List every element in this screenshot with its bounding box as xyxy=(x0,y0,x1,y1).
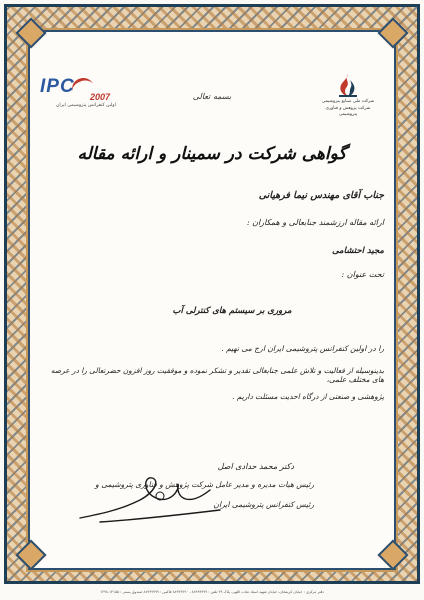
recipient-name: جناب آقای مهندس نیما فرهیانی xyxy=(258,190,384,201)
body-line-2: بدینوسیله از فعالیت و تلاش علمی جنابعالی تقدیر و تشکر نموده و موفقیت روز افزون حضرتعالی را در عرصه های مختلف علمی، xyxy=(50,366,384,384)
ipc-logo-caption: اولین کنفرانس پتروشیمی ایران xyxy=(56,103,116,108)
under-title-label: تحت عنوان : xyxy=(341,270,384,279)
company-caption-line2: شرکت پژوهش و فناوری پتروشیمی xyxy=(325,106,371,117)
ipc-logo-year: 2007 xyxy=(90,92,111,102)
received-from-line: ارائه مقاله ارزشمند جنابعالی و همکاران : xyxy=(246,218,384,227)
besmellah: بسمه تعالی xyxy=(192,92,232,101)
co-author-name: مجید احتشامی xyxy=(331,246,384,256)
signatory-name: دکتر محمد حدادی اصل xyxy=(217,462,294,471)
ipc-logo-mark: IPC xyxy=(40,76,75,97)
footer-address: دفتر مرکزی : خیابان کریمخان، خیابان شهید استاد نجات اللهی، پلاک ۲۹ تلفن : ۸۸۹۹۹۹۹۹ - ۸۸۹۹۹۹۹۰ فاکس : ۸۸۹۹۹۹۹۹ صندوق پستی : ۱۴۱۵۵-۱۴۹۸ xyxy=(100,590,324,594)
signatory-role-line2: رئیس کنفرانس پتروشیمی ایران xyxy=(213,500,314,509)
body-line-1: را در اولین کنفرانس پتروشیمی ایران ارج می نهیم . xyxy=(221,344,384,353)
paper-title: مروری بر سیستم های کنترلی آب xyxy=(172,306,292,316)
company-caption-line1: شرکت ملی صنایع پتروشیمی xyxy=(321,99,375,104)
body-line-3: پژوهشی و صنعتی از درگاه احدیت مسئلت داریم . xyxy=(232,392,384,401)
certificate-title: گواهی شرکت در سمینار و ارائه مقاله xyxy=(77,144,347,164)
handwritten-signature-icon xyxy=(60,470,240,530)
signatory-role-line1: رئیس هیات مدیره و مدیر عامل شرکت پژوهش و فناوری پتروشیمی و xyxy=(95,480,314,489)
